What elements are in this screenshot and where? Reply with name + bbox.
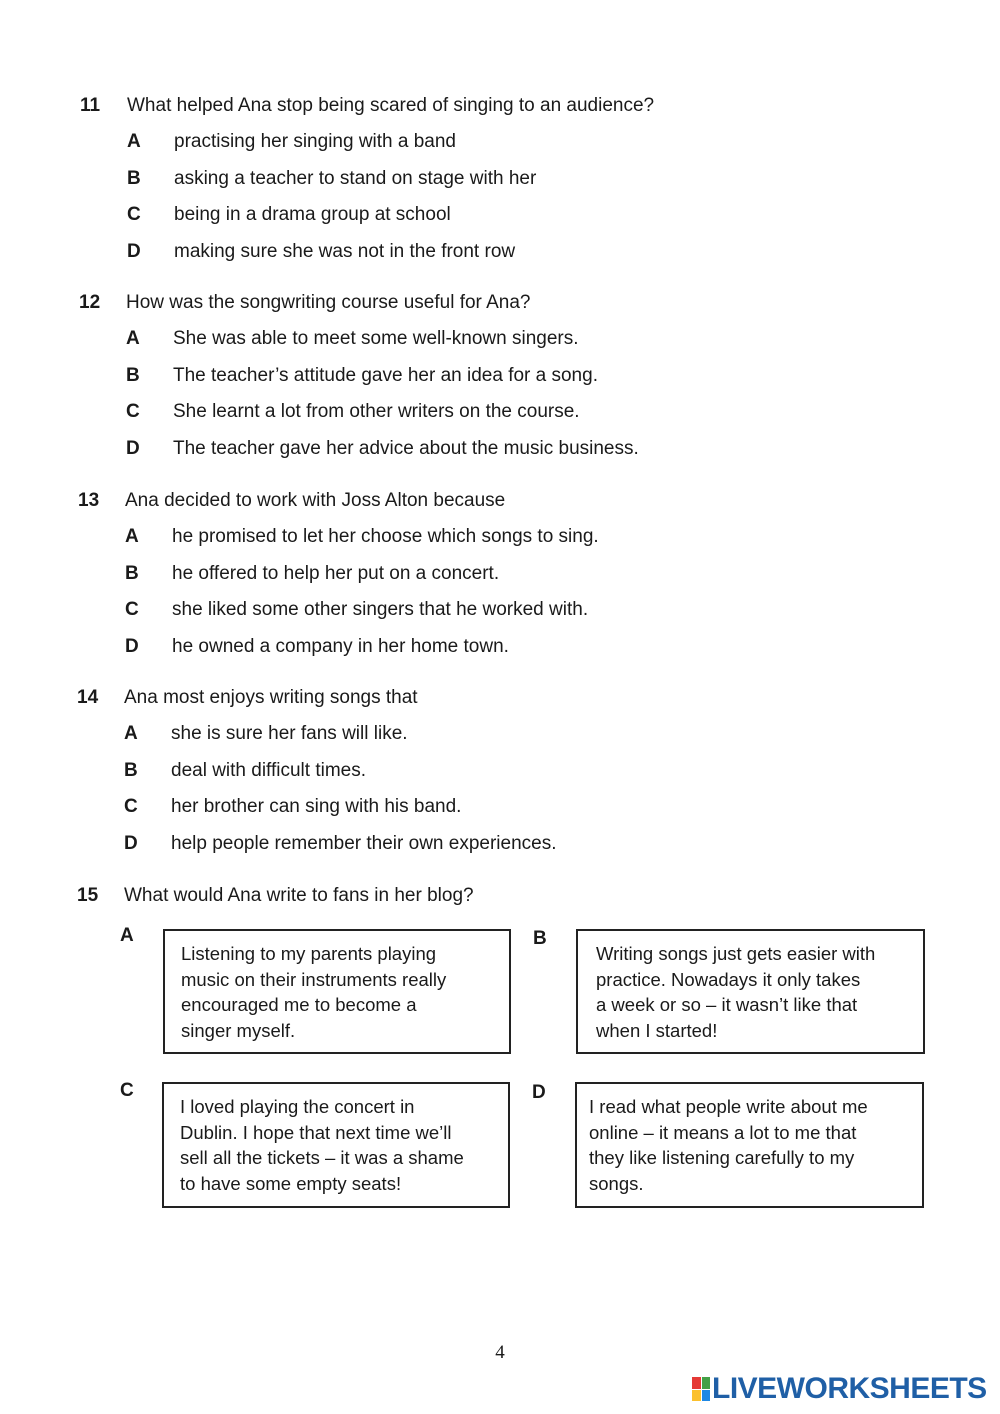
page-number: 4 — [495, 1342, 505, 1363]
option-text: practising her singing with a band — [174, 131, 457, 152]
box-line: Listening to my parents playing — [181, 943, 437, 964]
option-text: making sure she was not in the front row — [174, 240, 516, 262]
question-text: How was the songwriting course useful for Ana? — [126, 292, 531, 313]
question-text: Ana decided to work with Joss Alton because — [125, 490, 506, 511]
option-letter: D — [124, 832, 138, 854]
blog-box-d[interactable] — [575, 1082, 924, 1208]
liveworksheets-mark-icon — [692, 1377, 710, 1401]
option-b[interactable] — [0, 760, 1000, 797]
option-text: deal with difficult times. — [171, 759, 367, 781]
box-line: music on their instruments really — [181, 968, 447, 990]
option-text: he owned a company in her home town. — [172, 635, 509, 657]
option-text: being in a drama group at school — [174, 204, 451, 226]
option-letter: D — [127, 240, 141, 262]
question-number: 14 — [77, 687, 99, 708]
box-line: I loved playing the concert in — [180, 1096, 415, 1117]
blog-box-b[interactable] — [576, 929, 925, 1054]
option-text: asking a teacher to stand on stage with her — [174, 167, 537, 189]
box-line: practice. Nowadays it only takes — [596, 968, 861, 990]
option-c[interactable] — [0, 204, 1000, 241]
option-letter: C — [126, 401, 140, 423]
option-text: She was able to meet some well-known singers. — [173, 328, 579, 349]
option-letter: D — [126, 437, 140, 459]
box-line: to have some empty seats! — [180, 1172, 402, 1194]
option-a[interactable] — [0, 131, 1000, 168]
logo-text: LIVEWORKSHEETS — [712, 1372, 987, 1405]
box-line: singer myself. — [181, 1019, 296, 1041]
option-letter: C — [125, 599, 139, 621]
liveworksheets-logo[interactable] — [692, 1372, 987, 1406]
option-d[interactable] — [0, 833, 1000, 870]
option-a[interactable] — [0, 328, 1000, 365]
question-11 — [0, 95, 1000, 277]
option-letter: B — [126, 364, 140, 386]
blog-box-c[interactable] — [162, 1082, 510, 1208]
option-c[interactable] — [0, 599, 1000, 636]
box-line: sell all the tickets – it was a shame — [180, 1147, 464, 1168]
option-a[interactable] — [0, 723, 1000, 760]
question-text: What helped Ana stop being scared of singing to an audience? — [127, 95, 655, 116]
question-number: 11 — [80, 95, 101, 116]
box-line: online – it means a lot to me that — [589, 1121, 857, 1143]
question-12 — [0, 292, 1000, 474]
option-c[interactable] — [0, 401, 1000, 438]
option-b[interactable] — [0, 365, 1000, 402]
option-letter: C — [127, 204, 141, 226]
question-14 — [0, 687, 1000, 869]
box-line: Dublin. I hope that next time we’ll — [180, 1121, 452, 1143]
option-text: The teacher gave her advice about the music business. — [173, 437, 639, 459]
box-line: Writing songs just gets easier with — [596, 943, 876, 964]
option-letter: A — [124, 723, 138, 744]
option-letter: A — [127, 131, 141, 152]
option-c[interactable] — [0, 796, 1000, 833]
option-text: she is sure her fans will like. — [171, 723, 408, 744]
question-13 — [0, 490, 1000, 672]
option-text: She learnt a lot from other writers on the course. — [173, 401, 580, 423]
box-line: they like listening carefully to my — [589, 1147, 855, 1168]
option-letter: B — [125, 562, 139, 584]
option-text: he offered to help her put on a concert. — [172, 562, 500, 584]
box-letter-b: B — [533, 928, 547, 949]
box-line: a week or so – it wasn’t like that — [596, 994, 858, 1015]
question-number: 13 — [78, 490, 100, 511]
question-text: Ana most enjoys writing songs that — [124, 687, 418, 708]
question-15 — [0, 885, 1000, 921]
option-a[interactable] — [0, 526, 1000, 563]
box-line: I read what people write about me — [589, 1096, 868, 1117]
question-text: What would Ana write to fans in her blog? — [124, 885, 474, 906]
option-letter: C — [124, 796, 138, 818]
blog-box-a[interactable] — [163, 929, 511, 1054]
box-line: songs. — [589, 1172, 644, 1194]
option-letter: B — [127, 167, 141, 189]
option-letter: D — [125, 635, 139, 657]
option-text: The teacher’s attitude gave her an idea for a song. — [173, 364, 598, 386]
box-letter-c: C — [120, 1080, 134, 1101]
option-text: he promised to let her choose which songs to sing. — [172, 526, 599, 547]
option-letter: A — [125, 526, 139, 547]
option-text: her brother can sing with his band. — [171, 796, 462, 818]
box-line: when I started! — [596, 1019, 718, 1041]
box-letter-a: A — [120, 925, 134, 946]
option-text: help people remember their own experiences. — [171, 832, 557, 854]
option-letter: B — [124, 759, 138, 781]
option-b[interactable] — [0, 563, 1000, 600]
box-line: encouraged me to become a — [181, 994, 417, 1015]
option-d[interactable] — [0, 636, 1000, 673]
box-letter-d: D — [532, 1082, 546, 1103]
question-number: 12 — [79, 292, 101, 313]
option-d[interactable] — [0, 241, 1000, 278]
question-number: 15 — [77, 885, 99, 906]
option-d[interactable] — [0, 438, 1000, 475]
option-b[interactable] — [0, 168, 1000, 205]
option-text: she liked some other singers that he worked with. — [172, 599, 589, 621]
option-letter: A — [126, 328, 140, 349]
